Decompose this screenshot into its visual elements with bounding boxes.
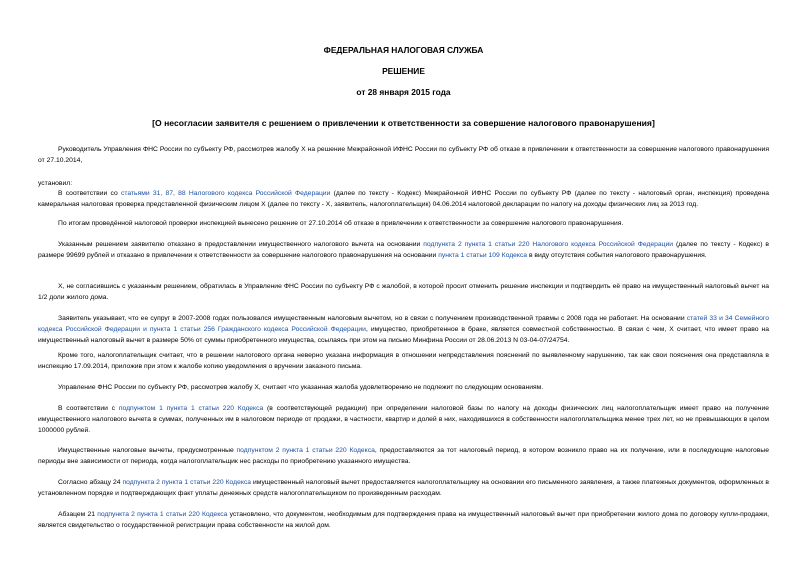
text-segment: Указанным решением заявителю отказано в предоставлении имущественного налогового вычета на основании <box>58 241 424 248</box>
law-link[interactable]: статей 33 и 34 Семейного кодекса Российской Федерации и пункта 1 статьи 256 Гражданского кодекса Российской Федерации <box>38 315 770 333</box>
text-segment: в виду отсутствия события налогового правонарушения. <box>527 252 707 259</box>
law-link[interactable]: пункта 1 статьи 109 Кодекса <box>438 252 528 259</box>
text-segment: В соответствии с <box>58 405 119 412</box>
text-segment: Х, не согласившись с указанным решением, обратилась в Управление ФНС России по субъекту РФ с жалобой, в которой просит отменить решение инспекции и подтвердить её право на имущественный налоговый вычет на 1/2 доли жилого дома. <box>38 283 769 301</box>
paragraph-audit <box>38 188 769 210</box>
text-segment: Имущественные налоговые вычеты, предусмотренные <box>58 447 237 454</box>
paragraph-decision <box>38 382 769 393</box>
paragraph-explanations <box>38 350 769 372</box>
law-link[interactable]: подпунктом 1 пункта 1 статьи 220 Кодекса <box>118 405 264 412</box>
paragraph-deduction-documents <box>38 477 769 499</box>
law-link[interactable]: подпунктом 2 пункта 1 статьи 220 Кодекса <box>236 447 375 454</box>
text-segment: , предоставляются за тот налоговый период, в котором возникло право на их получение, или в последующие налоговые периоды вне зависимости от периода, когда налогоплательщик нес расходы по приобретению указанного имущества. <box>38 447 769 465</box>
text-segment: Кроме того, налогоплательщик считает, что в решении налогового органа неверно указана информация в отношении непредставления пояснений по выявленному нарушению, так как свои пояснения она представляла в инспекцию 17.09.2014, приложив при этом к жалобе копию уведомления о вручении заказного письма. <box>38 352 769 370</box>
paragraph-intro-text: Руководитель Управления ФНС России по субъекту РФ, рассмотрев жалобу Х на решение Межрайонной ИФНС России по субъекту РФ об отказе в привлечении к ответственности за совершение налогового правонарушения от 27.10.2014, <box>38 146 769 164</box>
paragraph-refusal <box>38 239 769 261</box>
text-segment: Абзацем 21 <box>58 511 98 518</box>
text-segment: имущественный налоговый вычет предоставляется налогоплательщику на основании его письменного заявления, а также платежных документов, оформленных в установленном порядке и подтверждающих факт уплаты денежных средств налогоплательщиком по произведенным расходам. <box>38 479 769 497</box>
law-link[interactable]: подпункта 2 пункта 1 статьи 220 Кодекса <box>97 511 228 518</box>
paragraph-intro <box>38 144 769 166</box>
text-segment: По итогам проведённой налоговой проверки инспекцией вынесено решение от 27.10.2014 об отказе в привлечении к ответственности за совершение налогового правонарушения. <box>58 220 624 227</box>
text-segment: (далее по тексту - Кодекс) Межрайонной ИФНС России по субъекту РФ (далее по тексту - налоговый орган, инспекция) проведена камеральная налоговая проверка представленной физическим лицом Х (далее по тексту - Х, заявитель, налогоплательщик) 04.06.2014 налоговой декларации по налогу на доходы физических лиц за 2013 год. <box>38 190 769 208</box>
org-title: ФЕДЕРАЛЬНАЯ НАЛОГОВАЯ СЛУЖБА <box>323 45 484 55</box>
text-segment: Управление ФНС России по субъекту РФ, рассмотрев жалобу Х, считает что указанная жалоба удовлетворению не подлежит по следующим основаниям. <box>58 384 544 391</box>
law-link[interactable]: подпункта 2 пункта 1 статьи 220 Налогового кодекса Российской Федерации <box>423 241 674 248</box>
paragraph-audit-result <box>38 218 769 229</box>
text-segment: Согласно абзацу 24 <box>58 479 123 486</box>
paragraph-established-text: установил: <box>38 180 73 187</box>
text-segment: (далее по тексту - Кодекс) в размере 99699 рублей и отказано в привлечении к ответственности за совершение налогового правонарушения на основании <box>38 241 769 259</box>
text-segment: В соответствии со <box>58 190 121 197</box>
paragraph-applicant-claims <box>38 313 769 346</box>
paragraph-deduction-period <box>38 445 769 467</box>
text-segment: , имущество, приобретенное в браке, является совместной собственностью. В связи с чем, Х считает, что имеет право на имущественный налоговый вычет в размере 50% от суммы приобретенного имущества, ссылаясь при этом на письмо Минфина России от 28.06.2013 N 03-04-07/24754. <box>38 326 770 344</box>
text-segment: установлено, что документом, необходимым для подтверждения права на имущественный налоговый вычет при приобретении жилого дома по договору купли-продажи, является свидетельство о государственной регистрации права собственности на жилой дом. <box>38 511 769 529</box>
paragraph-deduction-rule <box>38 403 769 436</box>
law-link[interactable]: статьями 31, 87, 88 Налогового кодекса Российской Федерации <box>120 190 331 197</box>
paragraph-complaint <box>38 281 769 303</box>
doc-date: от 28 января 2015 года <box>356 87 451 97</box>
text-segment: Заявитель указывает, что ее супруг в 2007-2008 годах пользовался имущественным налоговым вычетом, но в связи с получением производственной травмы с 2008 года не работает. На основании <box>58 315 687 322</box>
doc-subject: [О несогласии заявителя с решением о привлечении к ответственности за совершение налогового правонарушения] <box>152 118 655 128</box>
doc-type-title: РЕШЕНИЕ <box>382 66 425 76</box>
paragraph-ownership-certificate <box>38 509 769 531</box>
law-link[interactable]: подпункта 2 пункта 1 статьи 220 Кодекса <box>122 479 252 486</box>
text-segment: (в соответствующей редакции) при определении налоговой базы по налогу на доходы физических лиц налогоплательщик имеет право на получение имущественного налогового вычета в суммах, полученных им в налоговом периоде от продажи, в частности, квартир и долей в них, находившихся в собственности налогоплательщика менее трех лет, но не превышающих в целом 1000000 рублей. <box>38 405 769 434</box>
